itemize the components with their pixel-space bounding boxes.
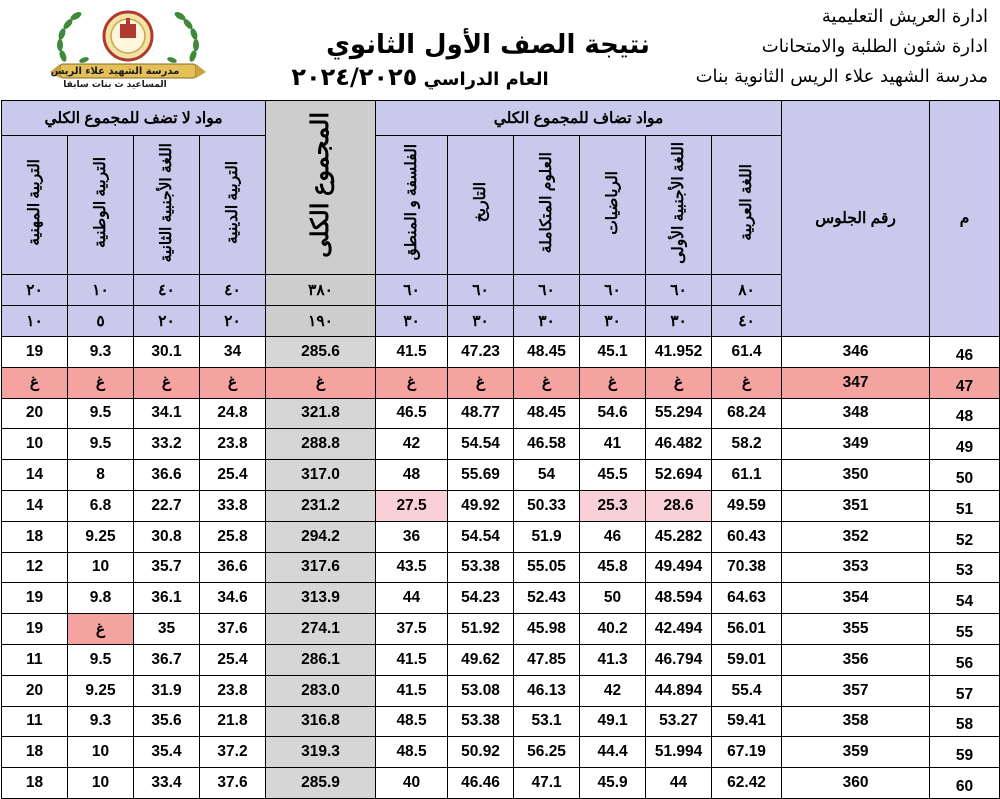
cell-serial-value: 50 bbox=[955, 470, 974, 488]
cell-history: 49.92 bbox=[448, 490, 514, 521]
cell-religion: 34 bbox=[200, 337, 266, 368]
min-vocational: ١٠ bbox=[2, 306, 68, 337]
admin-line-1: ادارة العريش التعليمية bbox=[821, 6, 988, 27]
col-first-lang-label: اللغة الأجنبية الأولى bbox=[669, 141, 687, 264]
cell-national: 9.25 bbox=[68, 675, 134, 706]
cell-serial-value: 57 bbox=[955, 685, 974, 703]
cell-serial-value: 51 bbox=[955, 500, 974, 518]
cell-first-lang: 41.952 bbox=[646, 337, 712, 368]
logo-subtitle: المساعيد ث بنات سابقا bbox=[63, 80, 167, 90]
cell-vocational: 19 bbox=[2, 614, 68, 645]
cell-history: 54.54 bbox=[448, 429, 514, 460]
cell-science: 50.33 bbox=[514, 490, 580, 521]
cell-seat: 352 bbox=[782, 521, 930, 552]
cell-total: غ bbox=[266, 367, 376, 398]
cell-science: 48.45 bbox=[514, 337, 580, 368]
cell-total: 231.2 bbox=[266, 490, 376, 521]
cell-seat: 349 bbox=[782, 429, 930, 460]
col-history-label: التاريخ bbox=[471, 182, 489, 223]
cell-math: 45.5 bbox=[580, 460, 646, 491]
col-arabic-header bbox=[712, 136, 782, 275]
cell-religion: 37.6 bbox=[200, 614, 266, 645]
col-history-header bbox=[448, 136, 514, 275]
cell-math: 49.1 bbox=[580, 706, 646, 737]
cell-seat: 353 bbox=[782, 552, 930, 583]
cell-math: 45.8 bbox=[580, 552, 646, 583]
cell-total: 313.9 bbox=[266, 583, 376, 614]
cell-first-lang: 49.494 bbox=[646, 552, 712, 583]
cell-arabic: 68.24 bbox=[712, 398, 782, 429]
cell-serial-value: 55 bbox=[955, 624, 974, 642]
cell-religion: 23.8 bbox=[200, 429, 266, 460]
min-science: ٣٠ bbox=[514, 306, 580, 337]
cell-national: 9.5 bbox=[68, 429, 134, 460]
cell-science: 55.05 bbox=[514, 552, 580, 583]
cell-first-lang: 46.482 bbox=[646, 429, 712, 460]
cell-first-lang: 42.494 bbox=[646, 614, 712, 645]
cell-serial bbox=[930, 737, 1000, 768]
cell-philosophy: 41.5 bbox=[376, 675, 448, 706]
cell-national: 9.8 bbox=[68, 583, 134, 614]
col-national-label: التربية الوطنية bbox=[91, 157, 109, 248]
cell-history: 53.38 bbox=[448, 552, 514, 583]
cell-math: 45.9 bbox=[580, 768, 646, 799]
max-math: ٦٠ bbox=[580, 275, 646, 306]
cell-vocational: 18 bbox=[2, 521, 68, 552]
cell-religion: 36.6 bbox=[200, 552, 266, 583]
cell-vocational: 14 bbox=[2, 460, 68, 491]
cell-total: 285.9 bbox=[266, 768, 376, 799]
cell-total: 294.2 bbox=[266, 521, 376, 552]
cell-second-lang: 31.9 bbox=[134, 675, 200, 706]
cell-total: 316.8 bbox=[266, 706, 376, 737]
cell-first-lang: 48.594 bbox=[646, 583, 712, 614]
cell-science: 46.58 bbox=[514, 429, 580, 460]
max-national: ١٠ bbox=[68, 275, 134, 306]
cell-second-lang: 22.7 bbox=[134, 490, 200, 521]
cell-total: 321.8 bbox=[266, 398, 376, 429]
cell-serial bbox=[930, 460, 1000, 491]
cell-seat: 356 bbox=[782, 644, 930, 675]
cell-seat: 350 bbox=[782, 460, 930, 491]
cell-vocational: 20 bbox=[2, 398, 68, 429]
col-seat-header: رقم الجلوس bbox=[782, 101, 930, 337]
cell-philosophy: 48 bbox=[376, 460, 448, 491]
cell-philosophy: 41.5 bbox=[376, 337, 448, 368]
cell-first-lang: 52.694 bbox=[646, 460, 712, 491]
cell-vocational: 18 bbox=[2, 737, 68, 768]
cell-arabic: 59.41 bbox=[712, 706, 782, 737]
cell-second-lang: غ bbox=[134, 367, 200, 398]
cell-serial bbox=[930, 521, 1000, 552]
cell-vocational: 20 bbox=[2, 675, 68, 706]
cell-serial-value: 56 bbox=[955, 654, 974, 672]
table-row bbox=[2, 644, 1000, 675]
cell-first-lang: 45.282 bbox=[646, 521, 712, 552]
cell-total: 286.1 bbox=[266, 644, 376, 675]
cell-math: 40.2 bbox=[580, 614, 646, 645]
cell-religion: 25.4 bbox=[200, 460, 266, 491]
cell-serial-value: 54 bbox=[955, 593, 974, 611]
cell-seat: 360 bbox=[782, 768, 930, 799]
cell-math: 54.6 bbox=[580, 398, 646, 429]
cell-vocational: 19 bbox=[2, 337, 68, 368]
col-total-header bbox=[266, 101, 376, 275]
cell-serial-value: 52 bbox=[955, 531, 974, 549]
admin-line-3: مدرسة الشهيد علاء الريس الثانوية بنات bbox=[695, 66, 988, 87]
table-row bbox=[2, 398, 1000, 429]
cell-second-lang: 35.6 bbox=[134, 706, 200, 737]
cell-serial bbox=[930, 367, 1000, 398]
cell-second-lang: 36.7 bbox=[134, 644, 200, 675]
cell-seat: 357 bbox=[782, 675, 930, 706]
table-row bbox=[2, 706, 1000, 737]
cell-history: غ bbox=[448, 367, 514, 398]
cell-religion: 34.6 bbox=[200, 583, 266, 614]
cell-science: 53.1 bbox=[514, 706, 580, 737]
cell-serial-value: 49 bbox=[955, 439, 974, 457]
cell-philosophy: 48.5 bbox=[376, 706, 448, 737]
cell-total: 283.0 bbox=[266, 675, 376, 706]
cell-seat: 358 bbox=[782, 706, 930, 737]
cell-total: 317.6 bbox=[266, 552, 376, 583]
logo-school-name: مدرسة الشهيد علاء الريس bbox=[50, 66, 180, 77]
cell-national: غ bbox=[68, 367, 134, 398]
cell-math: 50 bbox=[580, 583, 646, 614]
col-total-label: المجموع الكلى bbox=[306, 112, 334, 258]
cell-arabic: 70.38 bbox=[712, 552, 782, 583]
col-math-header bbox=[580, 136, 646, 275]
cell-science: 48.45 bbox=[514, 398, 580, 429]
cell-science: غ bbox=[514, 367, 580, 398]
cell-serial-value: 47 bbox=[955, 377, 974, 395]
page-title: نتيجة الصف الأول الثانوي bbox=[326, 30, 650, 60]
cell-arabic: 61.4 bbox=[712, 337, 782, 368]
max-arabic: ٨٠ bbox=[712, 275, 782, 306]
cell-seat: 355 bbox=[782, 614, 930, 645]
cell-philosophy: 27.5 bbox=[376, 490, 448, 521]
col-vocational-header bbox=[2, 136, 68, 275]
cell-total: 319.3 bbox=[266, 737, 376, 768]
cell-history: 47.23 bbox=[448, 337, 514, 368]
cell-serial bbox=[930, 644, 1000, 675]
cell-arabic: 61.1 bbox=[712, 460, 782, 491]
cell-science: 56.25 bbox=[514, 737, 580, 768]
cell-vocational: 14 bbox=[2, 490, 68, 521]
cell-arabic: 62.42 bbox=[712, 768, 782, 799]
cell-philosophy: 41.5 bbox=[376, 644, 448, 675]
col-arabic-label: اللغة العربية bbox=[737, 164, 755, 241]
col-philosophy-label: الفلسفة و المنطق bbox=[402, 144, 420, 261]
table-row bbox=[2, 583, 1000, 614]
cell-religion: 24.8 bbox=[200, 398, 266, 429]
cell-serial bbox=[930, 768, 1000, 799]
cell-history: 54.54 bbox=[448, 521, 514, 552]
cell-arabic: 67.19 bbox=[712, 737, 782, 768]
cell-total: 274.1 bbox=[266, 614, 376, 645]
cell-history: 55.69 bbox=[448, 460, 514, 491]
cell-vocational: 11 bbox=[2, 644, 68, 675]
cell-serial bbox=[930, 675, 1000, 706]
min-first-lang: ٣٠ bbox=[646, 306, 712, 337]
table-row bbox=[2, 737, 1000, 768]
cell-serial bbox=[930, 706, 1000, 737]
cell-philosophy: 44 bbox=[376, 583, 448, 614]
results-table bbox=[1, 100, 1000, 799]
cell-vocational: 11 bbox=[2, 706, 68, 737]
cell-philosophy: 42 bbox=[376, 429, 448, 460]
cell-seat: 351 bbox=[782, 490, 930, 521]
table-row bbox=[2, 429, 1000, 460]
cell-second-lang: 35.4 bbox=[134, 737, 200, 768]
cell-religion: 21.8 bbox=[200, 706, 266, 737]
cell-seat: 348 bbox=[782, 398, 930, 429]
cell-second-lang: 33.4 bbox=[134, 768, 200, 799]
cell-math: غ bbox=[580, 367, 646, 398]
cell-serial-value: 53 bbox=[955, 562, 974, 580]
col-science-label: العلوم المتكاملة bbox=[537, 151, 555, 254]
cell-math: 45.1 bbox=[580, 337, 646, 368]
col-second-lang-label: اللغة الأجنبية الثانية bbox=[157, 142, 175, 263]
cell-math: 42 bbox=[580, 675, 646, 706]
cell-history: 48.77 bbox=[448, 398, 514, 429]
max-religion: ٤٠ bbox=[200, 275, 266, 306]
cell-second-lang: 30.8 bbox=[134, 521, 200, 552]
cell-total: 285.6 bbox=[266, 337, 376, 368]
cell-science: 51.9 bbox=[514, 521, 580, 552]
cell-philosophy: 40 bbox=[376, 768, 448, 799]
cell-history: 54.23 bbox=[448, 583, 514, 614]
cell-second-lang: 34.1 bbox=[134, 398, 200, 429]
cell-second-lang: 35.7 bbox=[134, 552, 200, 583]
cell-seat: 347 bbox=[782, 367, 930, 398]
cell-national: 10 bbox=[68, 768, 134, 799]
group-not-added-header: مواد لا تضف للمجموع الكلي bbox=[2, 101, 266, 136]
col-religion-label: التربية الدينية bbox=[223, 160, 241, 244]
cell-seat: 346 bbox=[782, 337, 930, 368]
table-row bbox=[2, 614, 1000, 645]
cell-arabic: 59.01 bbox=[712, 644, 782, 675]
cell-science: 45.98 bbox=[514, 614, 580, 645]
cell-vocational: 12 bbox=[2, 552, 68, 583]
cell-math: 46 bbox=[580, 521, 646, 552]
cell-religion: 23.8 bbox=[200, 675, 266, 706]
cell-science: 47.1 bbox=[514, 768, 580, 799]
min-philosophy: ٣٠ bbox=[376, 306, 448, 337]
min-total: ١٩٠ bbox=[266, 306, 376, 337]
cell-first-lang: 55.294 bbox=[646, 398, 712, 429]
year-value: ٢٠٢٤/٢٠٢٥ bbox=[291, 63, 418, 91]
cell-national: 6.8 bbox=[68, 490, 134, 521]
cell-philosophy: 37.5 bbox=[376, 614, 448, 645]
cell-math: 41.3 bbox=[580, 644, 646, 675]
cell-first-lang: 44.894 bbox=[646, 675, 712, 706]
cell-science: 47.85 bbox=[514, 644, 580, 675]
cell-religion: 37.2 bbox=[200, 737, 266, 768]
table-row bbox=[2, 367, 1000, 398]
year-label: العام الدراسي bbox=[423, 69, 549, 90]
cell-science: 52.43 bbox=[514, 583, 580, 614]
cell-math: 41 bbox=[580, 429, 646, 460]
cell-arabic: غ bbox=[712, 367, 782, 398]
max-history: ٦٠ bbox=[448, 275, 514, 306]
cell-national: 8 bbox=[68, 460, 134, 491]
cell-national: 9.5 bbox=[68, 644, 134, 675]
cell-arabic: 64.63 bbox=[712, 583, 782, 614]
cell-philosophy: غ bbox=[376, 367, 448, 398]
cell-first-lang: 46.794 bbox=[646, 644, 712, 675]
cell-serial bbox=[930, 583, 1000, 614]
col-first-lang-header bbox=[646, 136, 712, 275]
cell-arabic: 49.59 bbox=[712, 490, 782, 521]
cell-serial bbox=[930, 398, 1000, 429]
cell-serial-value: 48 bbox=[955, 408, 974, 426]
header-group-row bbox=[2, 101, 1000, 136]
cell-national: 9.3 bbox=[68, 706, 134, 737]
cell-first-lang: 44 bbox=[646, 768, 712, 799]
col-philosophy-header bbox=[376, 136, 448, 275]
max-vocational: ٢٠ bbox=[2, 275, 68, 306]
cell-total: 317.0 bbox=[266, 460, 376, 491]
max-total: ٣٨٠ bbox=[266, 275, 376, 306]
cell-vocational: 19 bbox=[2, 583, 68, 614]
cell-arabic: 60.43 bbox=[712, 521, 782, 552]
cell-national: 10 bbox=[68, 737, 134, 768]
col-math-label: الرياضيات bbox=[603, 170, 621, 235]
cell-national: 9.5 bbox=[68, 398, 134, 429]
cell-national: 9.3 bbox=[68, 337, 134, 368]
cell-first-lang: غ bbox=[646, 367, 712, 398]
cell-serial-value: 59 bbox=[955, 747, 974, 765]
cell-serial-value: 46 bbox=[955, 346, 974, 364]
cell-philosophy: 48.5 bbox=[376, 737, 448, 768]
cell-vocational: غ bbox=[2, 367, 68, 398]
cell-serial bbox=[930, 552, 1000, 583]
cell-religion: 25.8 bbox=[200, 521, 266, 552]
cell-seat: 354 bbox=[782, 583, 930, 614]
cell-serial-value: 58 bbox=[955, 716, 974, 734]
max-second-lang: ٤٠ bbox=[134, 275, 200, 306]
min-arabic: ٤٠ bbox=[712, 306, 782, 337]
cell-history: 50.92 bbox=[448, 737, 514, 768]
cell-serial bbox=[930, 490, 1000, 521]
table-row bbox=[2, 490, 1000, 521]
col-national-header bbox=[68, 136, 134, 275]
table-row bbox=[2, 460, 1000, 491]
cell-seat: 359 bbox=[782, 737, 930, 768]
cell-history: 49.62 bbox=[448, 644, 514, 675]
table-row bbox=[2, 675, 1000, 706]
cell-serial bbox=[930, 614, 1000, 645]
cell-national: 10 bbox=[68, 552, 134, 583]
col-second-lang-header bbox=[134, 136, 200, 275]
cell-first-lang: 53.27 bbox=[646, 706, 712, 737]
cell-second-lang: 33.2 bbox=[134, 429, 200, 460]
cell-vocational: 10 bbox=[2, 429, 68, 460]
max-first-lang: ٦٠ bbox=[646, 275, 712, 306]
table-row bbox=[2, 521, 1000, 552]
cell-religion: 33.8 bbox=[200, 490, 266, 521]
cell-math: 25.3 bbox=[580, 490, 646, 521]
cell-religion: 37.6 bbox=[200, 768, 266, 799]
cell-second-lang: 36.1 bbox=[134, 583, 200, 614]
cell-serial bbox=[930, 429, 1000, 460]
admin-lines bbox=[696, 2, 988, 92]
min-history: ٣٠ bbox=[448, 306, 514, 337]
cell-religion: 25.4 bbox=[200, 644, 266, 675]
cell-arabic: 58.2 bbox=[712, 429, 782, 460]
cell-history: 46.46 bbox=[448, 768, 514, 799]
cell-total: 288.8 bbox=[266, 429, 376, 460]
cell-vocational: 18 bbox=[2, 768, 68, 799]
cell-history: 53.08 bbox=[448, 675, 514, 706]
cell-religion: غ bbox=[200, 367, 266, 398]
min-national: ٥ bbox=[68, 306, 134, 337]
cell-national: غ bbox=[68, 614, 134, 645]
cell-second-lang: 30.1 bbox=[134, 337, 200, 368]
cell-first-lang: 28.6 bbox=[646, 490, 712, 521]
cell-second-lang: 36.6 bbox=[134, 460, 200, 491]
col-science-header bbox=[514, 136, 580, 275]
min-second-lang: ٢٠ bbox=[134, 306, 200, 337]
col-vocational-label: التربية المهنية bbox=[25, 159, 43, 246]
table-row bbox=[2, 337, 1000, 368]
cell-second-lang: 35 bbox=[134, 614, 200, 645]
cell-science: 46.13 bbox=[514, 675, 580, 706]
col-serial-header: م bbox=[930, 101, 1000, 337]
cell-philosophy: 46.5 bbox=[376, 398, 448, 429]
max-science: ٦٠ bbox=[514, 275, 580, 306]
cell-serial bbox=[930, 337, 1000, 368]
min-religion: ٢٠ bbox=[200, 306, 266, 337]
cell-philosophy: 43.5 bbox=[376, 552, 448, 583]
cell-philosophy: 36 bbox=[376, 521, 448, 552]
cell-history: 51.92 bbox=[448, 614, 514, 645]
cell-history: 53.38 bbox=[448, 706, 514, 737]
col-religion-header bbox=[200, 136, 266, 275]
min-math: ٣٠ bbox=[580, 306, 646, 337]
page-header bbox=[0, 0, 1000, 100]
group-added-header: مواد تضاف للمجموع الكلي bbox=[376, 101, 782, 136]
max-philosophy: ٦٠ bbox=[376, 275, 448, 306]
admin-line-2: ادارة شئون الطلبة والامتحانات bbox=[761, 36, 988, 57]
cell-math: 44.4 bbox=[580, 737, 646, 768]
cell-first-lang: 51.994 bbox=[646, 737, 712, 768]
cell-arabic: 55.4 bbox=[712, 675, 782, 706]
cell-national: 9.25 bbox=[68, 521, 134, 552]
table-row bbox=[2, 552, 1000, 583]
cell-arabic: 56.01 bbox=[712, 614, 782, 645]
academic-year bbox=[240, 64, 600, 93]
table-row bbox=[2, 768, 1000, 799]
cell-science: 54 bbox=[514, 460, 580, 491]
cell-serial-value: 60 bbox=[955, 778, 974, 796]
